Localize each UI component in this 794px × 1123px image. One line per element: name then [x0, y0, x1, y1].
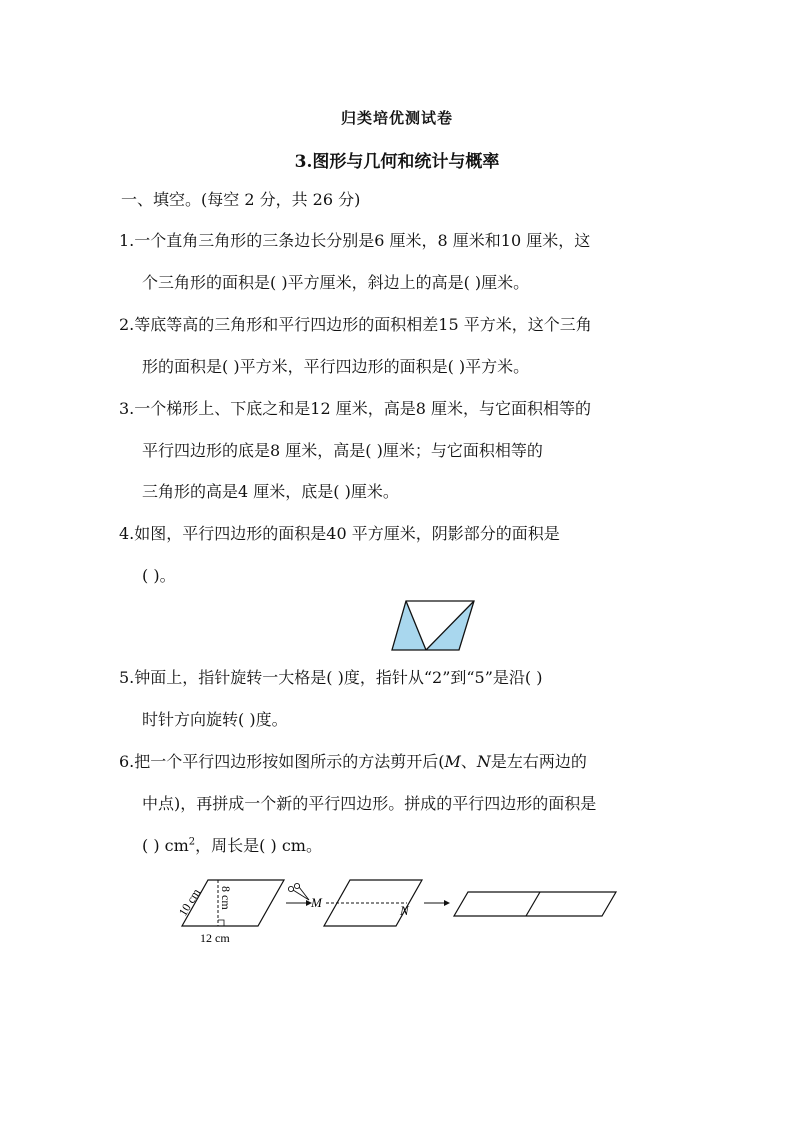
- question-3-line-3: 三角形的高是4 厘米，底是( )厘米。: [142, 482, 399, 501]
- parallelogram-cut-figure: [170, 870, 630, 950]
- question-2-line-2: 形的面积是( )平方米，平行四边形的面积是( )平方米。: [142, 357, 530, 376]
- question-6-line-1: 6.把一个平行四边形按如图所示的方法剪开后(M、N是左右两边的: [119, 752, 587, 771]
- question-2-line-1: 2.等底等高的三角形和平行四边形的面积相差15 平方米，这个三角: [119, 315, 592, 334]
- question-1-line-1: 1.一个直角三角形的三条边长分别是6 厘米，8 厘米和10 厘米，这: [119, 231, 591, 250]
- join-line: [526, 892, 540, 916]
- arrow-head-icon: [444, 900, 450, 906]
- question-4-line-2: ( )。: [142, 566, 176, 585]
- new-parallelogram: [454, 892, 616, 916]
- height-label: 8 cm: [219, 886, 233, 910]
- question-1-line-2: 个三角形的面积是( )平方厘米，斜边上的高是( )厘米。: [142, 273, 530, 292]
- page-subtitle: 3.图形与几何和统计与概率: [294, 152, 500, 172]
- question-3-line-2: 平行四边形的底是8 厘米，高是( )厘米；与它面积相等的: [142, 441, 543, 460]
- side-label: 10 cm: [175, 886, 204, 919]
- right-angle-mark: [218, 920, 224, 926]
- question-6-line-3: ( ) $cm^2$，周长是( ) cm。: [142, 836, 322, 855]
- section-heading: 一、填空。(每空 2 分，共 26 分): [121, 190, 361, 209]
- question-4-line-1: 4.如图，平行四边形的面积是40 平方厘米，阴影部分的面积是: [119, 524, 560, 543]
- scissors-icon: [288, 883, 309, 900]
- question-5-line-1: 5.钟面上，指针旋转一大格是( )度，指针从“2”到“5”是沿( ): [119, 668, 543, 687]
- question-3-line-1: 3.一个梯形上、下底之和是12 厘米，高是8 厘米，与它面积相等的: [119, 399, 591, 418]
- point-n-label: N: [400, 903, 409, 918]
- question-6-line-2: 中点)，再拼成一个新的平行四边形。拼成的平行四边形的面积是: [142, 794, 597, 813]
- page-title: 归类培优测试卷: [340, 109, 453, 127]
- base-label: 12 cm: [200, 931, 230, 945]
- question-5-line-2: 时针方向旋转( )度。: [142, 710, 288, 729]
- parallelogram-shaded-figure: [388, 598, 478, 654]
- point-m-label: M: [311, 895, 322, 910]
